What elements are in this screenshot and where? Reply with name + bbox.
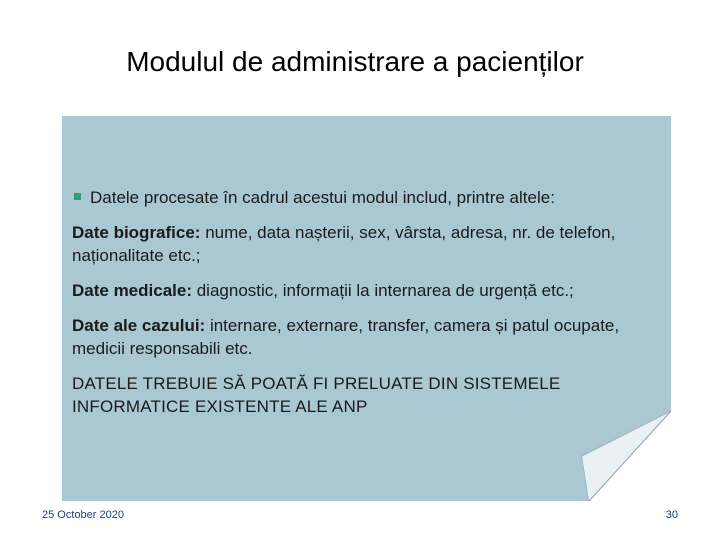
- list-item: [72, 314, 632, 360]
- square-bullet-icon: [74, 193, 81, 200]
- item-label: Date biografice:: [72, 223, 201, 242]
- page-number: 30: [665, 509, 678, 521]
- item-text: internare, externare, transfer, camera și patul ocupate, medicii responsabili etc.: [72, 316, 620, 358]
- intro-paragraph: [70, 186, 632, 209]
- footer-date: 25 October 2020: [42, 509, 124, 521]
- note-content: [72, 186, 632, 430]
- slide-title: Modulul de administrare a pacienților: [126, 46, 584, 77]
- item-label: Date ale cazului:: [72, 316, 206, 335]
- item-text: nume, data nașterii, sex, vârsta, adresa, nr. de telefon, naționalitate etc.;: [72, 223, 616, 265]
- list-item: [72, 221, 632, 267]
- item-label: Date medicale:: [72, 281, 192, 300]
- intro-text: Datele procesate în cadrul acestui modul includ, printre altele:: [90, 188, 555, 207]
- list-item: [72, 279, 632, 302]
- requirement-note: DATELE TREBUIE SĂ POATĂ FI PRELUATE DIN SISTEMELE INFORMATICE EXISTENTE ALE ANP: [72, 374, 561, 416]
- item-text: diagnostic, informații la internarea de urgență etc.;: [192, 281, 574, 300]
